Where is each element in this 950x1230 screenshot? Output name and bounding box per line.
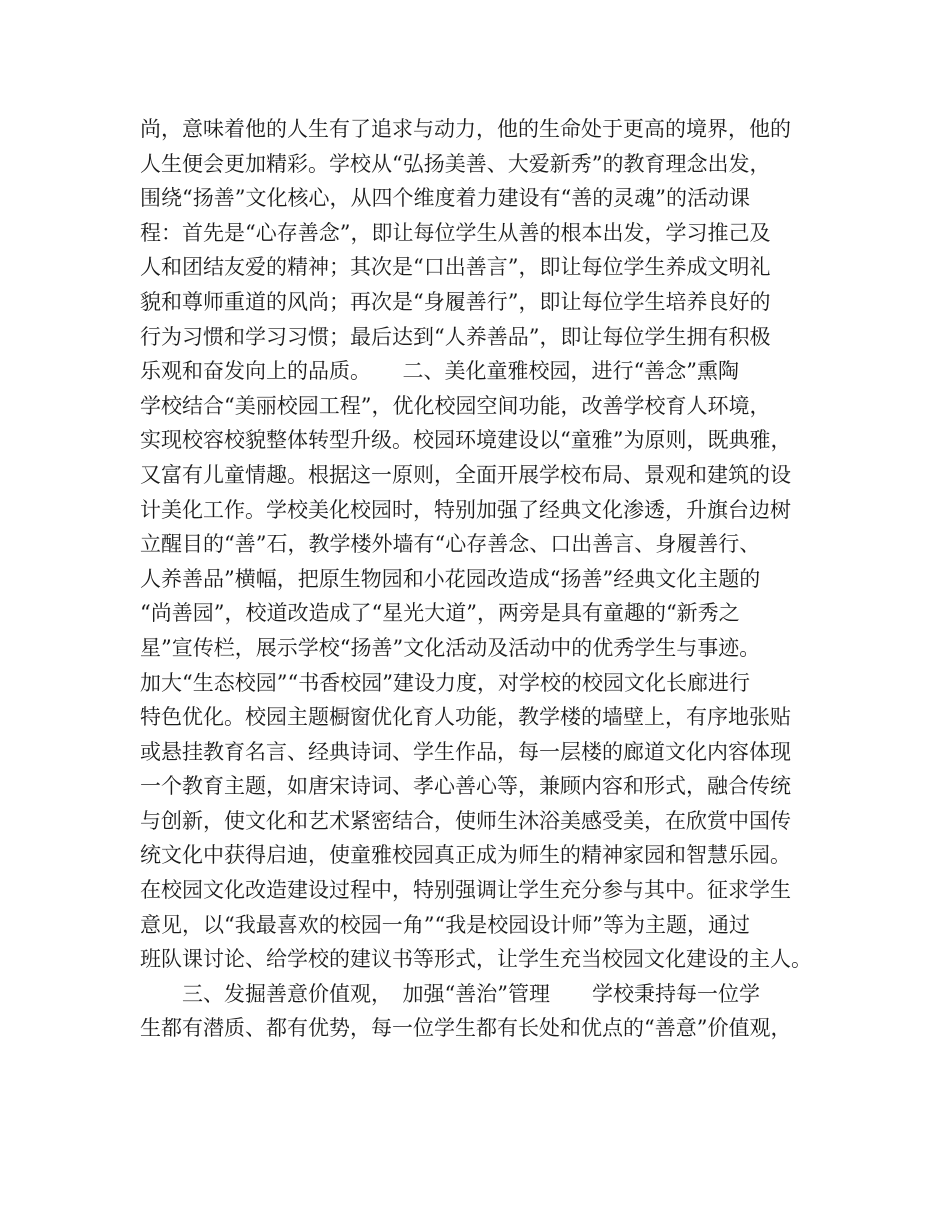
body-text bbox=[140, 112, 830, 1046]
text-line: 一个教育主题，如唐宋诗词、孝心善心等，兼顾内容和形式，融合传统 bbox=[140, 774, 791, 799]
text-line: 程：首先是“心存善念”，即让每位学生从善的根本出发，学习推己及 bbox=[140, 220, 771, 245]
text-line: 行为习惯和学习习惯；最后达到“人养善品”，即让每位学生拥有积极 bbox=[140, 324, 771, 349]
text-line: 星”宣传栏，展示学校“扬善”文化活动及活动中的优秀学生与事迹。 bbox=[140, 635, 761, 660]
text-line: 特色优化。校园主题橱窗优化育人功能，教学楼的墙壁上，有序地张贴 bbox=[140, 705, 791, 730]
text-line: 与创新，使文化和艺术紧密结合，使师生沐浴美感受美，在欣赏中国传 bbox=[140, 808, 791, 833]
text-line: 计美化工作。学校美化校园时，特别加强了经典文化渗透，升旗台边树 bbox=[140, 497, 791, 522]
text-line: “尚善园”，校道改造成了“星光大道”，两旁是具有童趣的“新秀之 bbox=[140, 601, 740, 626]
text-line: 生都有潜质、都有优势，每一位学生都有长处和优点的“善意”价值观， bbox=[140, 1016, 792, 1041]
text-line: 在校园文化改造建设过程中，特别强调让学生充分参与其中。征求学生 bbox=[140, 878, 791, 903]
text-line: 人生便会更加精彩。学校从“弘扬美善、大爱新秀”的教育理念出发， bbox=[140, 151, 771, 176]
text-line: 又富有儿童情趣。根据这一原则，全面开展学校布局、景观和建筑的设 bbox=[140, 462, 791, 487]
text-line: 加大“生态校园”“书香校园”建设力度，对学校的校园文化长廊进行 bbox=[140, 670, 750, 695]
text-line: 实现校容校貌整体转型升级。校园环境建设以“童雅”为原则，既典雅， bbox=[140, 428, 792, 453]
text-line: 立醒目的“善”石，教学楼外墙有“心存善念、口出善言、身履善行、 bbox=[140, 532, 761, 557]
text-line: 三、发掘善意价值观， 加强“善治”管理 学校秉持每一位学 bbox=[140, 981, 760, 1006]
text-line: 人养善品”横幅，把原生物园和小花园改造成“扬善”经典文化主题的 bbox=[140, 566, 761, 591]
text-line: 统文化中获得启迪，使童雅校园真正成为师生的精神家园和智慧乐园。 bbox=[140, 843, 791, 868]
text-line: 围绕“扬善”文化核心，从四个维度着力建设有“善的灵魂”的活动课 bbox=[140, 186, 750, 211]
text-line: 人和团结友爱的精神；其次是“口出善言”，即让每位学生养成文明礼 bbox=[140, 255, 771, 280]
text-line: 意见，以“我最喜欢的校园一角”“我是校园设计师”等为主题，通过 bbox=[140, 912, 750, 937]
text-line: 班队课讨论、给学校的建议书等形式，让学生充当校园文化建设的主人。 bbox=[140, 947, 812, 972]
text-line: 尚，意味着他的人生有了追求与动力，他的生命处于更高的境界，他的 bbox=[140, 117, 791, 141]
text-line: 或悬挂教育名言、经典诗词、学生作品，每一层楼的廊道文化内容体现 bbox=[140, 739, 791, 764]
text-line: 学校结合“美丽校园工程”，优化校园空间功能，改善学校育人环境， bbox=[140, 393, 771, 418]
text-line: 貌和尊师重道的风尚；再次是“身履善行”，即让每位学生培养良好的 bbox=[140, 289, 771, 314]
text-line: 乐观和奋发向上的品质。 二、美化童雅校园，进行“善念”熏陶 bbox=[140, 359, 739, 384]
